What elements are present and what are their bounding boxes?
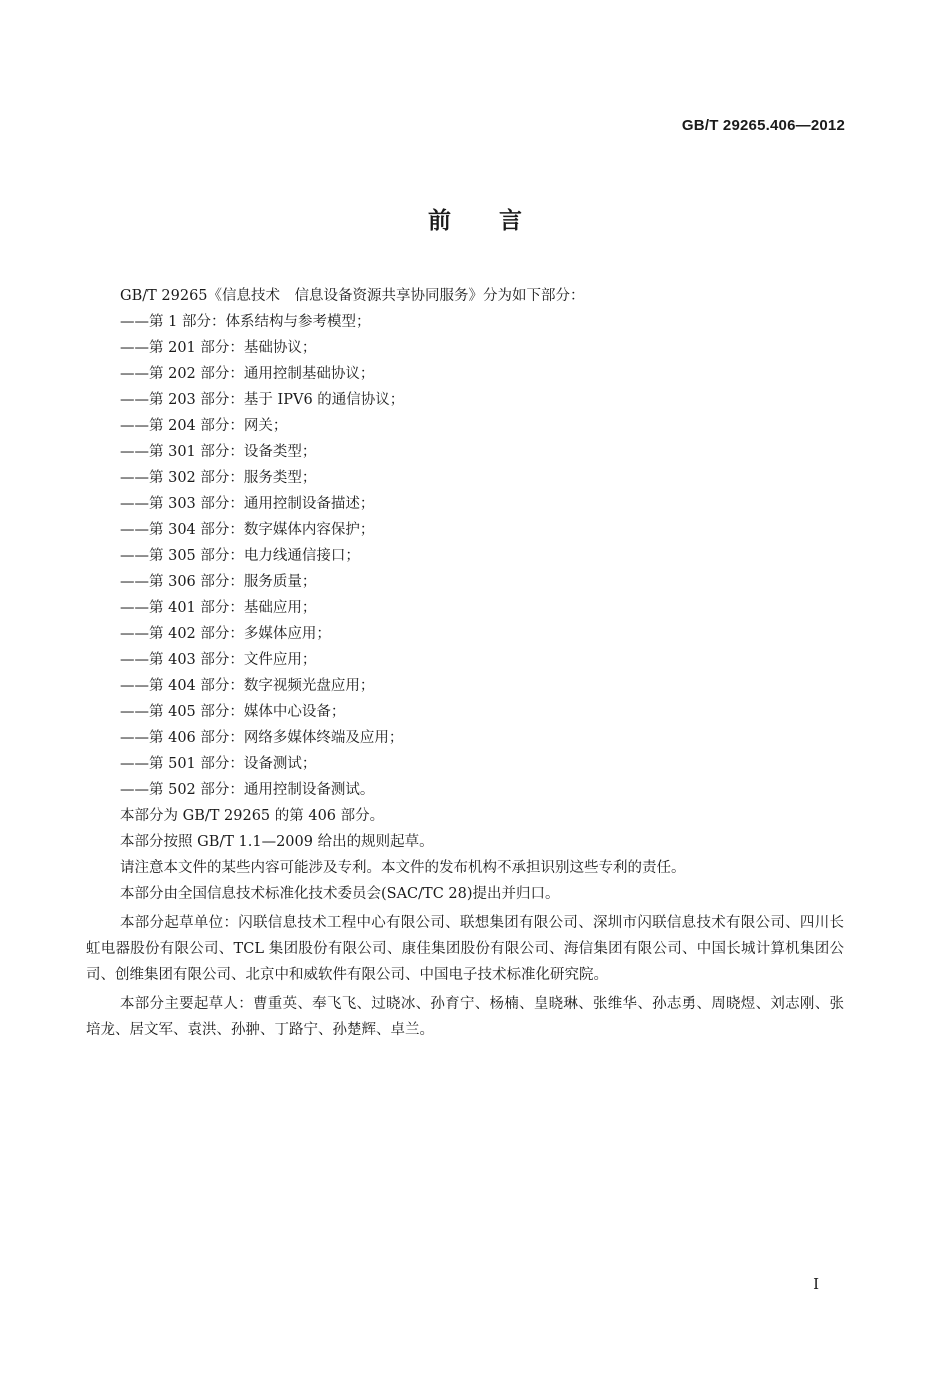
page-title: 前言 <box>428 208 570 234</box>
list-item: ——第 405 部分：媒体中心设备； <box>120 704 346 720</box>
foreword-body <box>86 283 844 1043</box>
statement-drafting-rules: 本部分按照 GB/T 1.1—2009 给出的规则起草。 <box>120 834 434 850</box>
list-item: ——第 1 部分：体系结构与参考模型； <box>120 314 371 330</box>
list-item: ——第 306 部分：服务质量； <box>120 574 317 590</box>
list-item: ——第 305 部分：电力线通信接口； <box>120 548 360 564</box>
statement-part-number: 本部分为 GB/T 29265 的第 406 部分。 <box>120 808 385 824</box>
list-item: ——第 402 部分：多媒体应用； <box>120 626 331 642</box>
standard-code: GB/T 29265.406—2012 <box>681 117 845 134</box>
parts-list <box>86 309 844 803</box>
statement-patent-notice: 请注意本文件的某些内容可能涉及专利。本文件的发布机构不承担识别这些专利的责任。 <box>120 860 686 876</box>
list-item: ——第 501 部分：设备测试； <box>120 756 317 772</box>
list-item: ——第 302 部分：服务类型； <box>120 470 317 486</box>
drafting-units-paragraph: 本部分起草单位：闪联信息技术工程中心有限公司、联想集团有限公司、深圳市闪联信息技术有限公司、四川长虹电器股份有限公司、TCL 集团股份有限公司、康佳集团股份有限公司、海信集团有限公司、中国长城计算机集团公司、创维集团有限公司、北京中和威软件有限公司、中国电子技术标准化研究院。 <box>86 915 844 983</box>
statement-proposer: 本部分由全国信息技术标准化技术委员会(SAC/TC 28)提出并归口。 <box>120 886 560 902</box>
page-number: I <box>813 1275 819 1293</box>
list-item: ——第 201 部分：基础协议； <box>120 340 317 356</box>
list-item: ——第 303 部分：通用控制设备描述； <box>120 496 375 512</box>
list-item: ——第 304 部分：数字媒体内容保护； <box>120 522 375 538</box>
list-item: ——第 502 部分：通用控制设备测试。 <box>120 782 375 798</box>
list-item: ——第 203 部分：基于 IPV6 的通信协议； <box>120 392 405 408</box>
list-item: ——第 202 部分：通用控制基础协议； <box>120 366 375 382</box>
drafters-paragraph: 本部分主要起草人：曹重英、奉飞飞、过晓冰、孙育宁、杨楠、皇晓琳、张维华、孙志勇、周晓煜、刘志刚、张培龙、居文军、袁洪、孙翀、丁路宁、孙楚辉、卓兰。 <box>86 996 844 1038</box>
list-item: ——第 406 部分：网络多媒体终端及应用； <box>120 730 404 746</box>
list-item: ——第 301 部分：设备类型； <box>120 444 317 460</box>
intro-line: GB/T 29265《信息技术 信息设备资源共享协同服务》分为如下部分： <box>120 288 585 304</box>
list-item: ——第 204 部分：网关； <box>120 418 288 434</box>
list-item: ——第 403 部分：文件应用； <box>120 652 317 668</box>
list-item: ——第 404 部分：数字视频光盘应用； <box>120 678 375 694</box>
list-item: ——第 401 部分：基础应用； <box>120 600 317 616</box>
